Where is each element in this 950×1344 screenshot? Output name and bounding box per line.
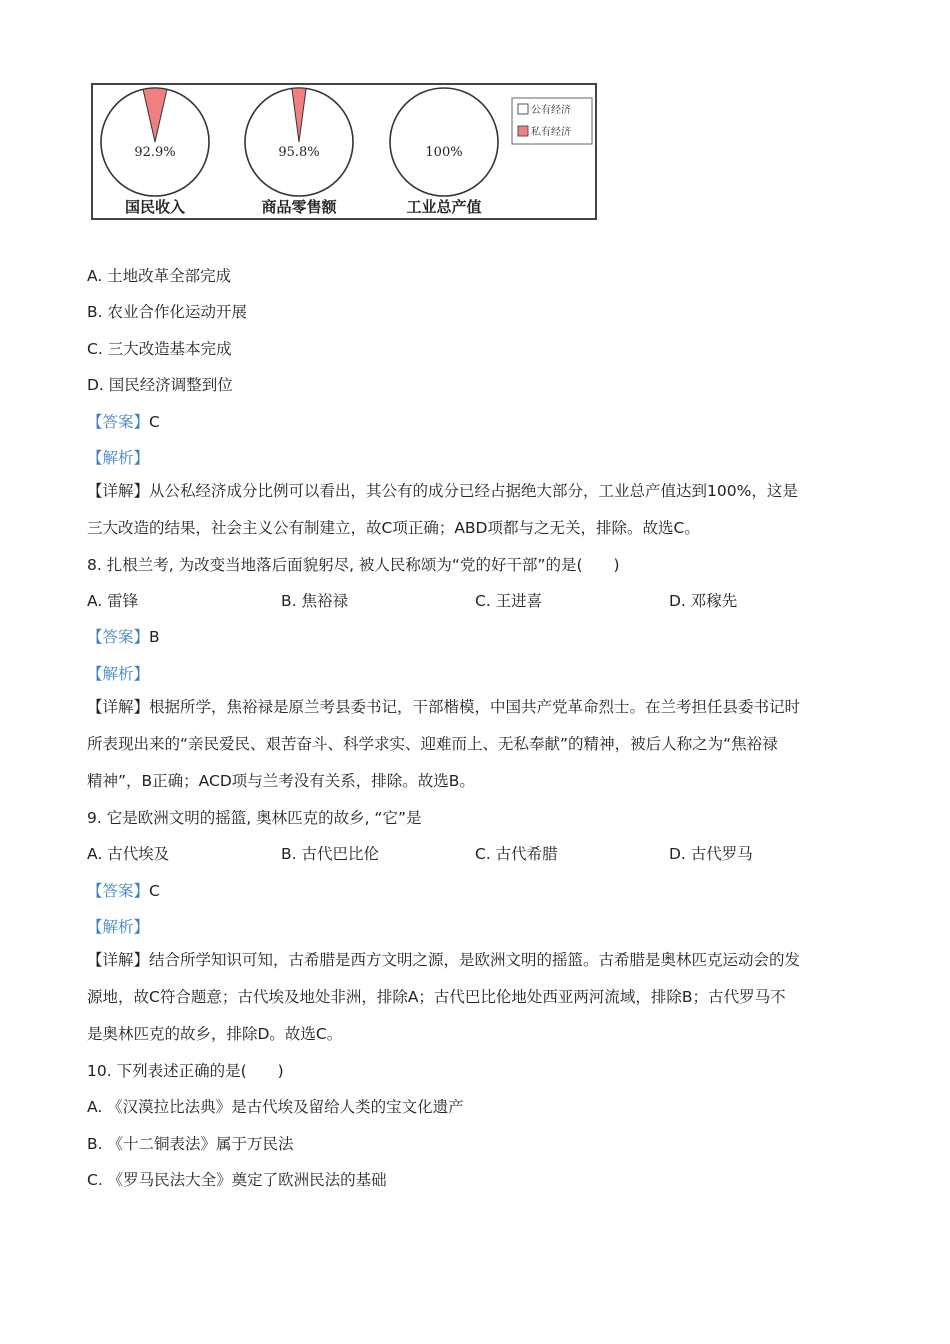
q9-stem: 9. 它是欧洲文明的摇篮, 奥林匹克的故乡, “它”是 [87, 809, 422, 827]
answer-value: C [149, 413, 160, 431]
q8-answer [87, 627, 160, 647]
q10-option-a: A. 《汉漠拉比法典》是古代埃及留给人类的宝文化遗产 [87, 1098, 464, 1116]
q8-analysis-tag: 【解析】 [87, 665, 150, 683]
detail-tag: 【详解】 [87, 951, 150, 969]
q9-option-b: B. 古代巴比伦 [281, 845, 379, 863]
q7-answer [87, 412, 160, 432]
pie-3-value-label: 100% [425, 145, 463, 160]
pie-3-category-label: 工业总产值 [406, 198, 482, 216]
q9-analysis-tag: 【解析】 [87, 918, 150, 936]
answer-tag: 【答案】 [87, 628, 150, 646]
q10-option-b: B. 《十二铜表法》属于万民法 [87, 1135, 294, 1153]
answer-value: B [149, 628, 160, 646]
q8-detail-line-1 [87, 697, 800, 717]
q8-option-b: B. 焦裕禄 [281, 592, 348, 610]
detail-tag: 【详解】 [87, 698, 150, 716]
pie-1-category-label: 国民收入 [124, 198, 186, 216]
q9-detail-line-1 [87, 950, 800, 970]
q9-option-d: D. 古代罗马 [669, 845, 753, 863]
q10-stem: 10. 下列表述正确的是( ) [87, 1062, 284, 1080]
q8-stem: 8. 扎根兰考, 为改变当地落后面貌躬尽, 被人民称颂为“党的好干部”的是( ) [87, 556, 620, 574]
detail-tag: 【详解】 [87, 482, 150, 500]
legend-swatch-2 [518, 126, 528, 136]
pie-chart-svg [93, 85, 599, 222]
q9-option-a: A. 古代埃及 [87, 845, 170, 863]
pie-2-category-label: 商品零售额 [261, 198, 337, 216]
q8-option-d: D. 邓稼先 [669, 592, 738, 610]
q8-option-a: A. 雷锋 [87, 592, 139, 610]
answer-value: C [149, 882, 160, 900]
answer-tag: 【答案】 [87, 413, 150, 431]
legend-label-2: 私有经济 [531, 127, 571, 138]
q9-answer [87, 881, 160, 901]
q8-detail-line-2: 所表现出来的“亲民爱民、艰苦奋斗、科学求实、迎难而上、无私奉献”的精神，被后人称之为“焦裕禄 [87, 735, 778, 753]
q9-detail-line-2: 源地，故C符合题意；古代埃及地处非洲，排除A；古代巴比伦地处西亚两河流域，排除B；古代罗马不 [87, 988, 786, 1006]
pie-3-public-slice [390, 88, 498, 196]
detail-text: 结合所学知识可知，古希腊是西方文明之源，是欧洲文明的摇篮。古希腊是奥林匹克运动会的发 [149, 951, 801, 969]
q9-option-c: C. 古代希腊 [475, 845, 558, 863]
detail-text: 从公私经济成分比例可以看出，其公有的成分已经占据绝大部分，工业总产值达到100%，这是 [149, 482, 798, 500]
q7-option-c: C. 三大改造基本完成 [87, 340, 232, 358]
pie-1-value-label: 92.9% [134, 145, 176, 160]
q7-detail-line-1 [87, 481, 798, 501]
detail-text: 根据所学，焦裕禄是原兰考县委书记，干部楷模，中国共产党革命烈士。在兰考担任县委书记时 [149, 698, 801, 716]
q8-option-c: C. 王进喜 [475, 592, 543, 610]
q10-option-c: C. 《罗马民法大全》奠定了欧洲民法的基础 [87, 1171, 387, 1189]
q7-option-a: A. 土地改革全部完成 [87, 267, 232, 285]
q7-detail-line-2: 三大改造的结果，社会主义公有制建立，故C项正确；ABD项都与之无关，排除。故选C。 [87, 519, 700, 537]
q7-option-b: B. 农业合作化运动开展 [87, 303, 247, 321]
q7-analysis-tag: 【解析】 [87, 449, 150, 467]
q7-option-d: D. 国民经济调整到位 [87, 376, 233, 394]
legend-swatch-1 [518, 104, 528, 114]
legend-label-1: 公有经济 [531, 105, 571, 116]
pie-2-value-label: 95.8% [278, 145, 320, 160]
pie-chart-figure [91, 83, 597, 220]
q8-detail-line-3: 精神”，B正确；ACD项与兰考没有关系，排除。故选B。 [87, 772, 475, 790]
q9-detail-line-3: 是奥林匹克的故乡，排除D。故选C。 [87, 1025, 343, 1043]
answer-tag: 【答案】 [87, 882, 150, 900]
